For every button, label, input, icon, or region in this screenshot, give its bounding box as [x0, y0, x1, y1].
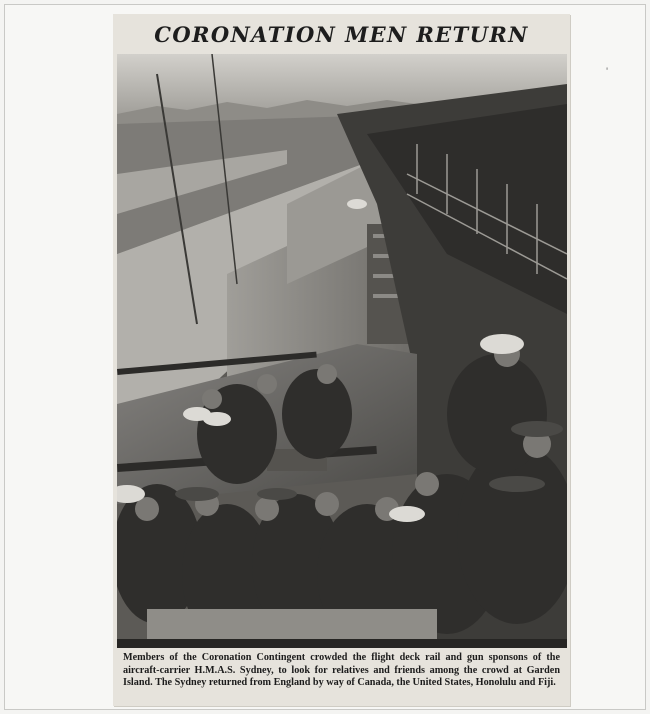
photo-caption: Members of the Coronation Contingent crowded the flight deck rail and gun sponsons of the aircraft-carrier H.M.A.S. Sydney, to look for relatives and friends among the crowd at Garden Island. The Sydney returned from England by way of Canada, the United States, Honolulu and Fiji. — [123, 652, 560, 689]
news-photo — [117, 54, 567, 648]
headline: CORONATION MEN RETURN — [154, 21, 529, 47]
newspaper-clipping — [113, 14, 570, 706]
margin-tick-mark: ' — [606, 66, 609, 78]
photo-illustration — [117, 54, 567, 648]
